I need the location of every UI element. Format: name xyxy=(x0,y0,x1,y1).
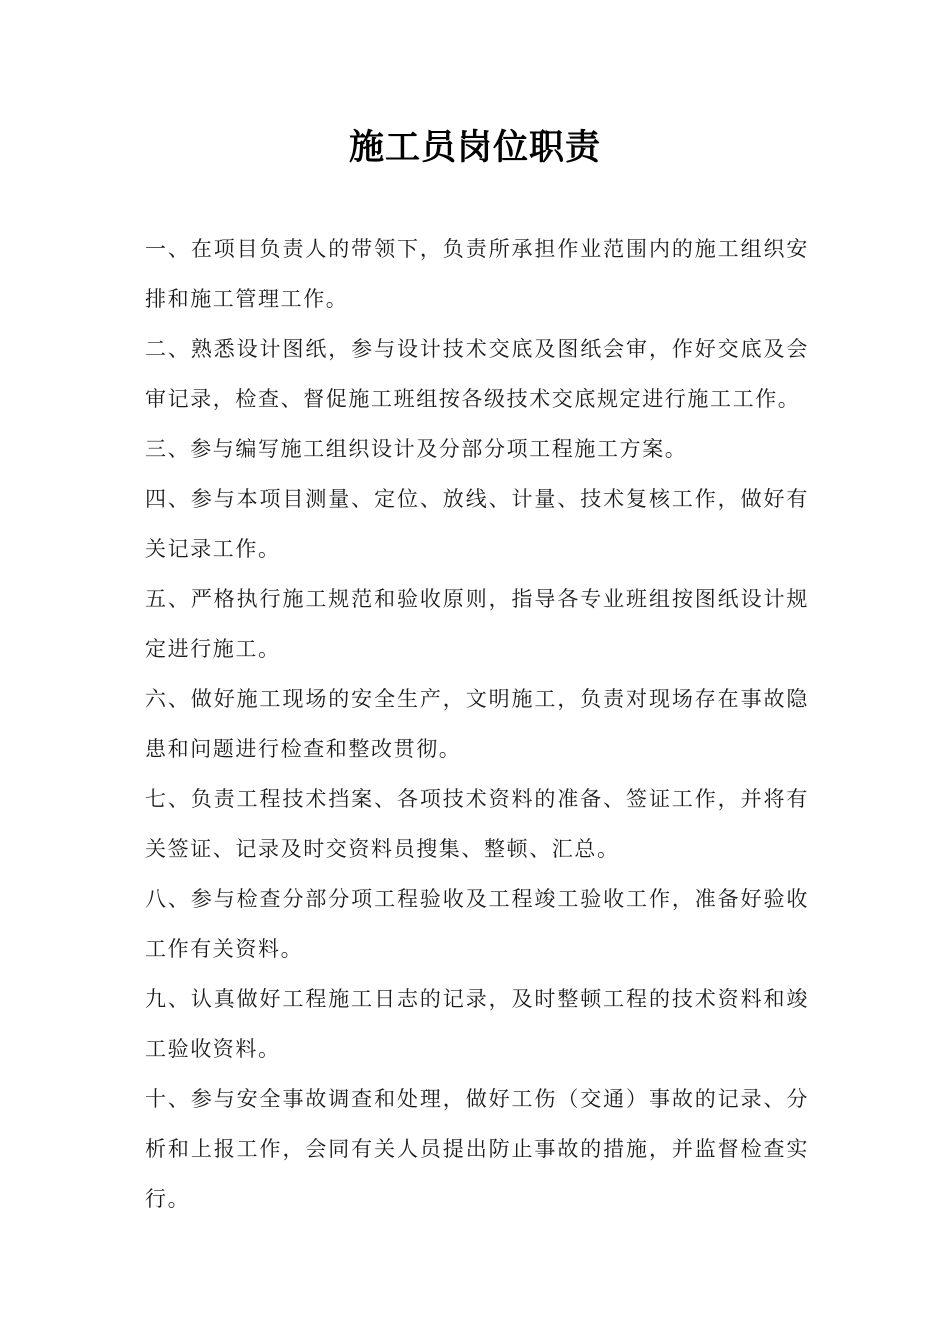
duty-item-10: 十、参与安全事故调查和处理，做好工伤（交通）事故的记录、分析和上报工作，会同有关人员提出防止事故的措施，并监督检查实行。 xyxy=(145,1087,809,1211)
duty-item-5: 五、严格执行施工规范和验收原则，指导各专业班组按图纸设计规定进行施工。 xyxy=(145,587,809,661)
duty-item-2: 二、熟悉设计图纸，参与设计技术交底及图纸会审，作好交底及会审记录，检查、督促施工班组按各级技术交底规定进行施工工作。 xyxy=(145,337,809,411)
duty-item-1: 一、在项目负责人的带领下，负责所承担作业范围内的施工组织安排和施工管理工作。 xyxy=(145,237,809,311)
duty-item-6: 六、做好施工现场的安全生产，文明施工，负责对现场存在事故隐患和问题进行检查和整改贯彻。 xyxy=(145,687,809,761)
duty-item-9: 九、认真做好工程施工日志的记录，及时整顿工程的技术资料和竣工验收资料。 xyxy=(145,987,809,1061)
duty-item-3: 三、参与编写施工组织设计及分部分项工程施工方案。 xyxy=(145,437,688,461)
duty-item-8: 八、参与检查分部分项工程验收及工程竣工验收工作，准备好验收工作有关资料。 xyxy=(145,887,809,961)
duty-item-4: 四、参与本项目测量、定位、放线、计量、技术复核工作，做好有关记录工作。 xyxy=(145,487,809,561)
document-body xyxy=(145,224,809,1224)
document-title: 施工员岗位职责 xyxy=(348,127,601,168)
duty-item-7: 七、负责工程技术挡案、各项技术资料的准备、签证工作，并将有关签证、记录及时交资料员搜集、整顿、汇总。 xyxy=(145,787,809,861)
